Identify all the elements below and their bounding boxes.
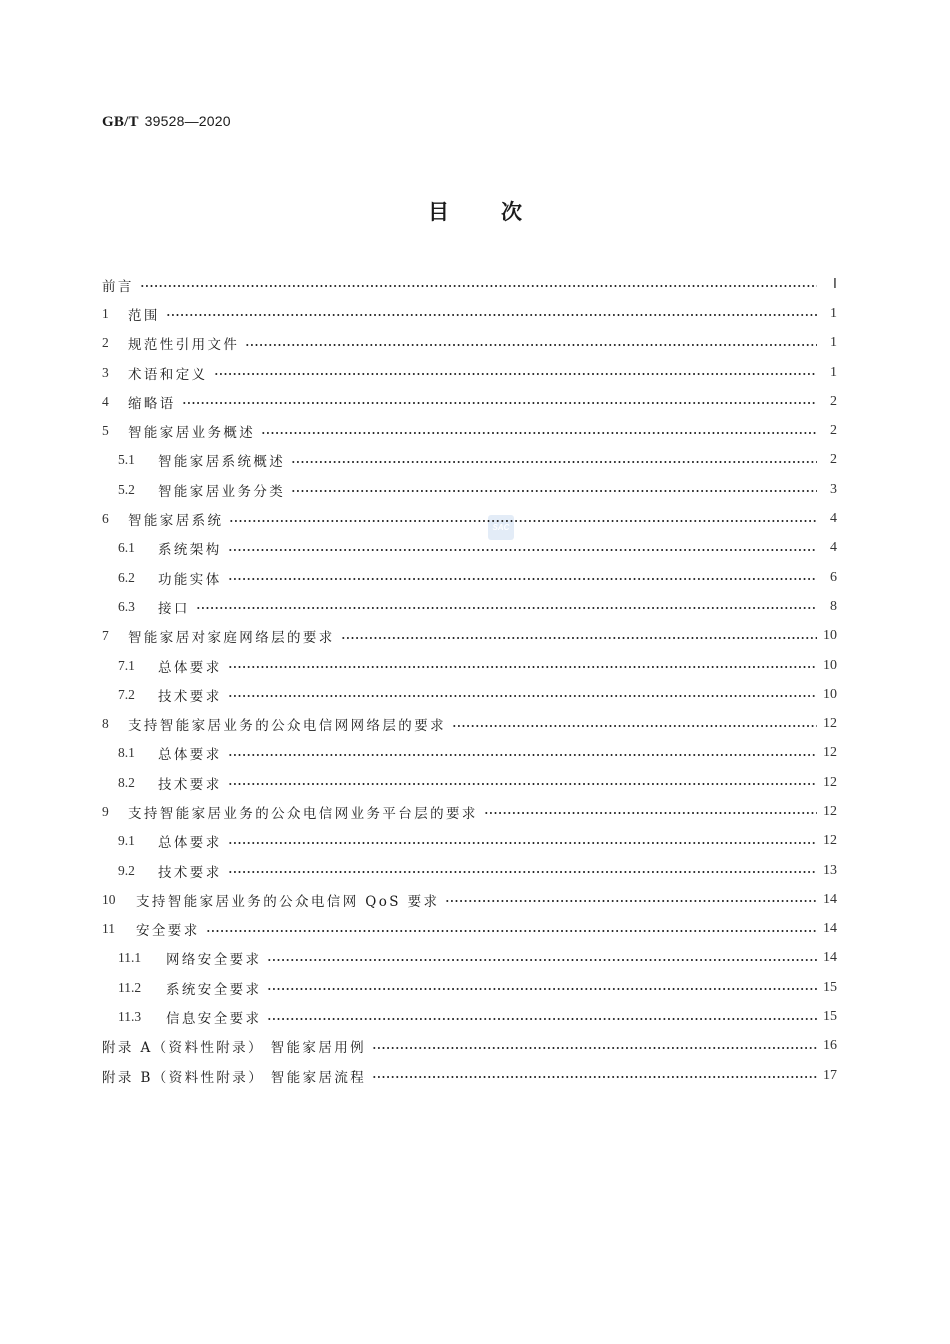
leader-dots	[228, 578, 817, 580]
page-title	[0, 196, 950, 226]
toc-page-number: 10	[823, 657, 837, 673]
toc-page-number: 15	[823, 1009, 837, 1025]
toc-entry-text: 智能家居对家庭网络层的要求	[128, 630, 335, 647]
toc-subentry[interactable]	[102, 563, 837, 592]
toc-page-number: 12	[823, 745, 837, 761]
toc-entry-text: 安全要求	[136, 923, 200, 940]
toc-entry-text: 网络安全要求	[166, 952, 262, 969]
toc-entry-text: 智能家居业务概述	[128, 425, 256, 442]
toc-section-number: 6.2	[118, 569, 135, 585]
toc-section-number: 9.2	[118, 862, 135, 878]
toc-entry[interactable]	[102, 387, 837, 416]
toc-entry-text: 功能实体	[158, 571, 222, 588]
leader-dots	[182, 402, 817, 404]
toc-page-number: 16	[823, 1038, 837, 1054]
leader-dots	[452, 725, 817, 727]
toc-section-number: 8	[102, 716, 109, 732]
toc-page-number: 12	[823, 774, 837, 790]
leader-dots	[372, 1047, 817, 1049]
toc-page-number: 1	[830, 364, 837, 380]
toc-section-number: 5	[102, 423, 109, 439]
toc-page-number: 14	[823, 921, 837, 937]
toc-entry-text: 附录 B（资料性附录） 智能家居流程	[102, 1069, 367, 1086]
toc-section-number: 1	[102, 305, 109, 321]
leader-dots	[261, 432, 817, 434]
toc-entry-text: 总体要求	[158, 835, 222, 852]
toc-page-number: 12	[823, 803, 837, 819]
toc-subentry[interactable]	[102, 827, 837, 856]
sac-watermark-logo: SAC	[488, 515, 514, 540]
toc-entry-text: 缩略语	[128, 395, 176, 412]
toc-page-number: 3	[830, 481, 837, 497]
toc-section-number: 7.2	[118, 686, 135, 702]
toc-page-number: 4	[830, 540, 837, 556]
toc-entry-text: 接口	[158, 600, 190, 617]
toc-section-number: 3	[102, 364, 109, 380]
toc-entry[interactable]	[102, 622, 837, 651]
toc-page-number: 17	[823, 1067, 837, 1083]
toc-section-number: 10	[102, 891, 116, 907]
toc-page-number: 4	[830, 511, 837, 527]
toc-section-number: 11	[102, 921, 115, 937]
leader-dots	[196, 607, 817, 609]
toc-subentry[interactable]	[102, 534, 837, 563]
leader-dots	[228, 695, 817, 697]
toc-subentry[interactable]	[102, 680, 837, 709]
toc-page-number: 6	[830, 569, 837, 585]
toc-entry-text: 支持智能家居业务的公众电信网 QoS 要求	[136, 893, 440, 910]
toc-entry-text: 总体要求	[158, 747, 222, 764]
leader-dots	[267, 959, 817, 961]
toc-entry-text: 前言	[102, 278, 134, 295]
leader-dots	[291, 461, 817, 463]
toc-section-number: 2	[102, 335, 109, 351]
toc-subentry[interactable]	[102, 856, 837, 885]
toc-entry[interactable]	[102, 358, 837, 387]
toc-section-number: 9	[102, 803, 109, 819]
toc-entry-text: 支持智能家居业务的公众电信网业务平台层的要求	[128, 805, 478, 822]
leader-dots	[228, 842, 817, 844]
toc-entry-text: 智能家居业务分类	[158, 483, 286, 500]
toc-entry[interactable]	[102, 709, 837, 738]
toc-entry[interactable]	[102, 915, 837, 944]
toc-section-number: 11.2	[118, 979, 142, 995]
toc-entry-text: 技术要求	[158, 776, 222, 793]
leader-dots	[166, 314, 817, 316]
toc-entry-text: 技术要求	[158, 864, 222, 881]
toc-page-number: 12	[823, 833, 837, 849]
toc-section-number: 8.2	[118, 774, 135, 790]
toc-section-number: 6.1	[118, 540, 135, 556]
leader-dots	[267, 1018, 817, 1020]
toc-page-number: 14	[823, 950, 837, 966]
standard-prefix: GB/T	[102, 114, 139, 130]
toc-section-number: 6	[102, 511, 109, 527]
toc-entry-text: 系统架构	[158, 542, 222, 559]
toc-entry-text: 总体要求	[158, 659, 222, 676]
leader-dots	[229, 520, 817, 522]
toc-page-number: Ⅰ	[832, 277, 837, 293]
leader-dots	[228, 754, 817, 756]
toc-entry-text: 支持智能家居业务的公众电信网网络层的要求	[128, 718, 446, 735]
title-char-1: 目	[428, 200, 449, 224]
toc-subentry[interactable]	[102, 592, 837, 621]
toc-page-number: 1	[830, 335, 837, 351]
leader-dots	[291, 490, 817, 492]
toc-entry[interactable]	[102, 416, 837, 445]
leader-dots	[245, 344, 817, 346]
leader-dots	[341, 637, 817, 639]
leader-dots	[228, 549, 817, 551]
toc-section-number: 8.1	[118, 745, 135, 761]
title-char-2: 次	[501, 200, 522, 224]
toc-entry[interactable]	[102, 885, 837, 914]
leader-dots	[267, 988, 817, 990]
toc-subentry[interactable]	[102, 475, 837, 504]
toc-section-number: 5.1	[118, 452, 135, 468]
toc-subentry[interactable]	[102, 973, 837, 1002]
leader-dots	[372, 1076, 817, 1078]
toc-section-number: 9.1	[118, 833, 135, 849]
standard-code	[102, 113, 231, 131]
toc-subentry[interactable]	[102, 651, 837, 680]
leader-dots	[228, 783, 817, 785]
toc-page-number: 2	[830, 452, 837, 468]
toc-entry[interactable]	[102, 329, 837, 358]
toc-entry-text: 智能家居系统概述	[158, 454, 286, 471]
toc-entry[interactable]	[102, 299, 837, 328]
toc-entry-appendix-b[interactable]	[102, 1061, 837, 1090]
toc-subentry[interactable]	[102, 446, 837, 475]
toc-entry-text: 术语和定义	[128, 366, 208, 383]
toc-entry[interactable]	[102, 797, 837, 826]
leader-dots	[206, 930, 817, 932]
toc-subentry[interactable]	[102, 739, 837, 768]
leader-dots	[228, 871, 817, 873]
toc-entry[interactable]	[102, 504, 837, 533]
toc-section-number: 6.3	[118, 598, 135, 614]
toc-section-number: 7.1	[118, 657, 135, 673]
toc-entry-foreword[interactable]	[102, 270, 837, 299]
toc-entry-text: 范围	[128, 307, 160, 324]
toc-page-number: 10	[823, 628, 837, 644]
leader-dots	[228, 666, 817, 668]
toc-subentry[interactable]	[102, 1002, 837, 1031]
toc-page-number: 13	[823, 862, 837, 878]
toc-subentry[interactable]	[102, 768, 837, 797]
toc-subentry[interactable]	[102, 944, 837, 973]
toc-section-number: 7	[102, 628, 109, 644]
leader-dots	[484, 812, 817, 814]
table-of-contents	[102, 270, 837, 1090]
toc-entry-appendix-a[interactable]	[102, 1032, 837, 1061]
toc-page-number: 15	[823, 979, 837, 995]
standard-number: 39528—2020	[144, 113, 231, 129]
leader-dots	[140, 285, 817, 287]
toc-entry-text: 系统安全要求	[166, 981, 262, 998]
toc-section-number: 5.2	[118, 481, 135, 497]
toc-entry-text: 规范性引用文件	[128, 337, 240, 354]
toc-entry-text: 技术要求	[158, 688, 222, 705]
toc-page-number: 10	[823, 686, 837, 702]
toc-page-number: 2	[830, 393, 837, 409]
toc-page-number: 14	[823, 891, 837, 907]
toc-page-number: 12	[823, 716, 837, 732]
toc-page-number: 8	[830, 598, 837, 614]
leader-dots	[214, 373, 818, 375]
toc-entry-text: 智能家居系统	[128, 513, 224, 530]
toc-entry-text: 信息安全要求	[166, 1011, 262, 1028]
toc-entry-text: 附录 A（资料性附录） 智能家居用例	[102, 1040, 367, 1057]
leader-dots	[445, 900, 817, 902]
toc-section-number: 11.3	[118, 1009, 142, 1025]
toc-section-number: 11.1	[118, 950, 142, 966]
toc-page-number: 2	[830, 423, 837, 439]
toc-page-number: 1	[830, 305, 837, 321]
toc-section-number: 4	[102, 393, 109, 409]
